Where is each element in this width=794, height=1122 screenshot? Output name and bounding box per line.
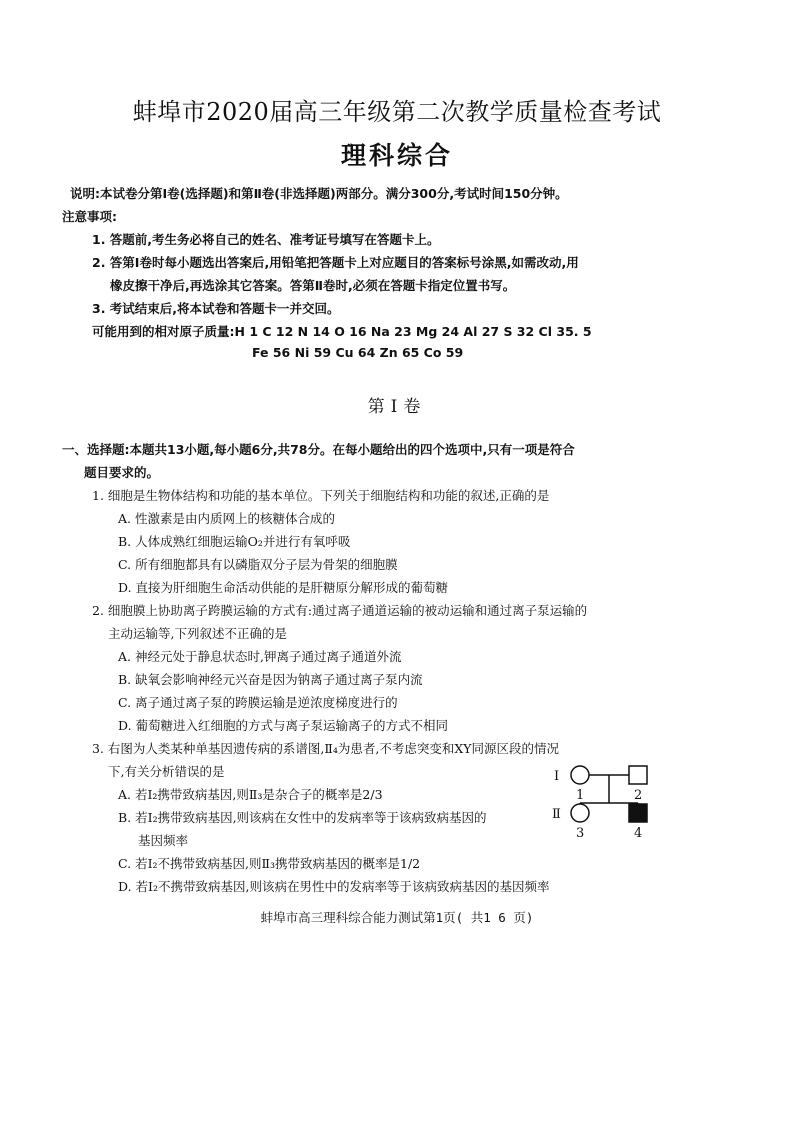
question-3-option-b-cont: 基因频率 [138,833,189,848]
question-2-stem-1: 2. 细胞膜上协助离子跨膜运输的方式有:通过离子通道运输的被动运输和通过离子泵运输的 [92,603,588,618]
section-instruction-2: 题目要求的。 [84,465,160,480]
question-2-option-c: C. 离子通过离子泵的跨膜运输是逆浓度梯度进行的 [118,695,398,710]
generation-label-1: Ⅰ [554,769,560,784]
subject-title: 理科综合 [340,141,453,170]
individual-i1-female [571,766,589,784]
question-3-option-a: A. 若Ⅰ₂携带致病基因,则Ⅱ₃是杂合子的概率是2/3 [118,787,383,802]
question-2-stem-2: 主动运输等,下列叙述不正确的是 [108,626,287,641]
question-1-option-a: A. 性激素是由内质网上的核糖体合成的 [118,511,335,526]
note-item-1: 1. 答题前,考生务必将自己的姓名、准考证号填写在答题卡上。 [92,232,440,247]
individual-label-2: 2 [634,788,643,803]
section-title: 第Ⅰ卷 [367,397,427,417]
note-item-2-cont: 橡皮擦干净后,再选涂其它答案。答第Ⅱ卷时,必须在答题卡指定位置书写。 [110,278,516,293]
question-3-stem-2: 下,有关分析错误的是 [108,764,225,779]
notes-heading: 注意事项: [62,209,117,224]
question-3-option-c: C. 若Ⅰ₂不携带致病基因,则Ⅱ₃携带致病基因的概率是1/2 [118,856,421,871]
question-3-stem-1: 3. 右图为人类某种单基因遗传病的系谱图,Ⅱ₄为患者,不考虑突变和XY同源区段的情况 [92,741,560,756]
question-1-stem: 1. 细胞是生物体结构和功能的基本单位。下列关于细胞结构和功能的叙述,正确的是 [92,488,550,503]
notes-intro: 说明:本试卷分第Ⅰ卷(选择题)和第Ⅱ卷(非选择题)两部分。满分300分,考试时间150分钟。 [70,186,568,201]
question-1-option-b: B. 人体成熟红细胞运输O₂并进行有氧呼吸 [118,534,351,549]
individual-ii4-affected-male [629,804,647,822]
atomic-mass-line-2: Fe 56 Ni 59 Cu 64 Zn 65 Co 59 [252,345,464,360]
question-2-option-a: A. 神经元处于静息状态时,钾离子通过离子通道外流 [118,649,402,664]
individual-label-1: 1 [576,788,585,803]
section-instruction-1: 一、选择题:本题共13小题,每小题6分,共78分。在每小题给出的四个选项中,只有一项是符合 [62,442,575,457]
question-3-option-d: D. 若Ⅰ₂不携带致病基因,则该病在男性中的发病率等于该病致病基因的基因频率 [118,879,550,894]
question-1-option-d: D. 直接为肝细胞生命活动供能的是肝糖原分解形成的葡萄糖 [118,580,449,595]
pedigree-diagram [548,758,668,848]
note-item-2: 2. 答第Ⅰ卷时每小题选出答案后,用铅笔把答题卡上对应题目的答案标号涂黑,如需改动,用 [92,255,579,270]
individual-i2-male [629,766,647,784]
question-2-option-d: D. 葡萄糖进入红细胞的方式与离子泵运输离子的方式不相同 [118,718,449,733]
question-2-option-b: B. 缺氧会影响神经元兴奋是因为钠离子通过离子泵内流 [118,672,423,687]
atomic-mass-line-1: 可能用到的相对原子质量:H 1 C 12 N 14 O 16 Na 23 Mg 24 Al 27 S 32 Cl 35. 5 [92,324,592,339]
question-3-option-b: B. 若Ⅰ₂携带致病基因,则该病在女性中的发病率等于该病致病基因的 [118,810,487,825]
generation-label-2: Ⅱ [552,807,561,822]
individual-ii3-female [571,804,589,822]
question-1-option-c: C. 所有细胞都具有以磷脂双分子层为骨架的细胞膜 [118,557,398,572]
exam-title: 蚌埠市2020届高三年级第二次教学质量检查考试 [132,98,662,126]
individual-label-3: 3 [576,826,585,841]
page-footer: 蚌埠市高三理科综合能力测试第1页( 共1 6 页) [260,910,534,925]
individual-label-4: 4 [634,826,643,841]
note-item-3: 3. 考试结束后,将本试卷和答题卡一并交回。 [92,301,340,316]
